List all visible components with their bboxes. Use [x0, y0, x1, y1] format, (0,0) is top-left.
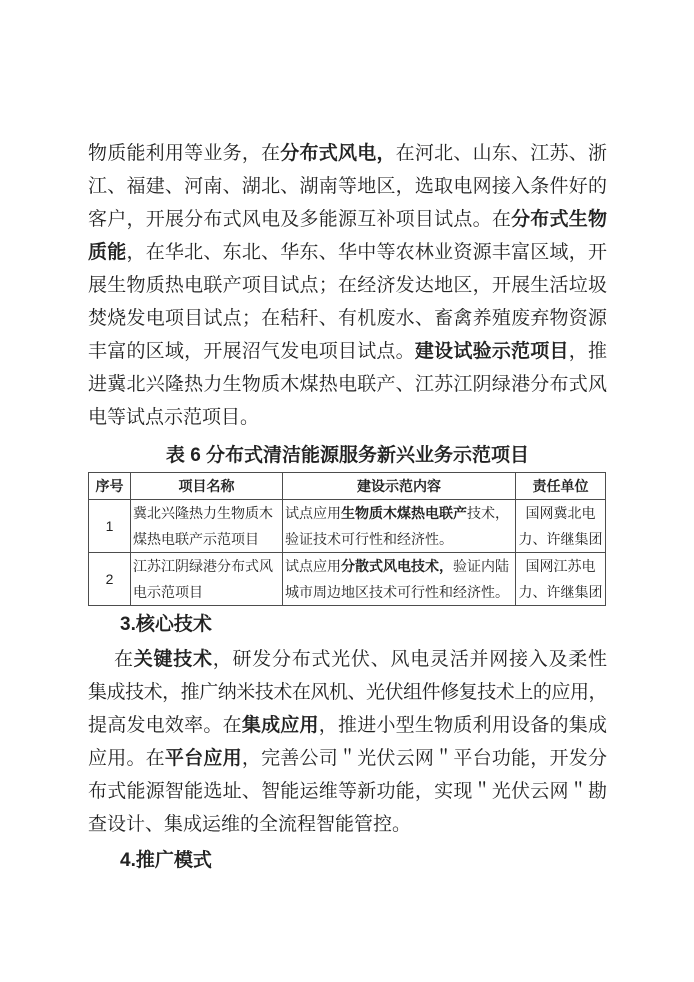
text-run: ，研发分布式光伏、风电灵活并网接入及柔性 — [212, 649, 607, 670]
text-line: 煤热电联产示范项目 — [133, 531, 259, 547]
text-run: 集成技术，推广纳米技术在风机、光伏组件修复技术上的应用， — [88, 682, 607, 703]
text-run: 物质能利用等业务，在 — [88, 143, 281, 164]
text-line: 江苏江阴绿港分布式风 — [133, 558, 273, 574]
text-line — [88, 742, 607, 775]
text-run: 试点应用 — [285, 505, 341, 521]
col-header-project-name: 项目名称 — [131, 473, 283, 500]
text-line — [88, 368, 607, 401]
text-line — [88, 203, 607, 236]
text-run: 江、福建、河南、湖北、湖南等地区，选取电网接入条件好的 — [88, 176, 607, 197]
text-run: 在河北、山东、江苏、浙 — [395, 143, 607, 164]
bold-text-run: 质能 — [88, 242, 127, 263]
text-line — [88, 269, 607, 302]
text-run: 验证技术可行性和经济性。 — [285, 531, 453, 547]
text-run: ，推进小型生物质利用设备的集成 — [318, 715, 607, 736]
text-line: 力、许继集团 — [518, 531, 603, 547]
col-header-unit: 责任单位 — [516, 473, 606, 500]
bold-text-run: 平台应用 — [164, 748, 242, 769]
text-line: 力、许继集团 — [518, 584, 603, 600]
text-run: ，在华北、东北、华东、华中等农林业资源丰富区域，开 — [126, 242, 607, 263]
cell-project-name — [131, 500, 283, 553]
text-run: 应用。在 — [88, 748, 165, 769]
text-line — [88, 643, 607, 676]
text-line: 国网江苏电 — [525, 558, 596, 574]
paragraph-distributed-energy — [88, 137, 607, 434]
bold-text-run: 生物质木煤热电联产 — [341, 505, 467, 521]
bold-text-run: 分布式生物 — [511, 209, 607, 230]
text-run: 查设计、集成运维的全流程智能管控。 — [88, 814, 412, 835]
text-line — [285, 553, 513, 579]
cell-row-number: 1 — [89, 500, 131, 553]
text-run: 试点应用 — [285, 558, 341, 574]
text-line: 冀北兴隆热力生物质木 — [133, 505, 273, 521]
text-run: ，完善公司＂光伏云网＂平台功能，开发分 — [241, 748, 607, 769]
text-line — [88, 709, 607, 742]
text-run: ，推 — [568, 341, 607, 362]
text-run: 焚烧发电项目试点；在秸秆、有机废水、畜禽养殖废弃物资源 — [88, 308, 607, 329]
bold-text-run: 集成应用 — [241, 715, 319, 736]
cell-content — [283, 500, 516, 553]
section-heading-promotion-mode: 4.推广模式 — [120, 850, 212, 871]
text-run: 电等试点示范项目。 — [88, 407, 260, 428]
table-row — [89, 553, 606, 606]
col-header-number: 序号 — [89, 473, 131, 500]
cell-unit — [516, 500, 606, 553]
section-heading-core-technology: 3.核心技术 — [120, 614, 212, 635]
bold-text-run: 关键技术 — [133, 649, 213, 670]
text-line — [88, 137, 607, 170]
text-line: 国网冀北电 — [525, 505, 596, 521]
text-run: 城市周边地区技术可行性和经济性。 — [285, 584, 509, 600]
text-run: 进冀北兴隆热力生物质木煤热电联产、江苏江阴绿港分布式风 — [88, 374, 607, 395]
table-row — [89, 500, 606, 553]
text-line — [285, 500, 513, 526]
cell-row-number: 2 — [89, 553, 131, 606]
text-line — [285, 526, 513, 552]
text-line — [88, 808, 607, 841]
text-run: 客户，开展分布式风电及多能源互补项目试点。在 — [88, 209, 512, 230]
bold-text-run: 建设试验示范项目 — [414, 341, 569, 362]
col-header-content: 建设示范内容 — [283, 473, 516, 500]
text-line — [88, 236, 607, 269]
text-run: 丰富的区域，开展沼气发电项目试点。 — [88, 341, 415, 362]
text-line — [88, 302, 607, 335]
text-run: 在 — [114, 649, 134, 670]
text-line — [88, 676, 607, 709]
text-line — [88, 170, 607, 203]
demo-projects-table — [88, 472, 606, 606]
text-run: 技术， — [467, 505, 509, 521]
text-run: 布式能源智能选址、智能运维等新功能，实现＂光伏云网＂勘 — [88, 781, 607, 802]
bold-text-run: 分散式风电技术， — [341, 558, 453, 574]
bold-text-run: 分布式风电， — [280, 143, 396, 164]
text-run: 验证内陆 — [453, 558, 509, 574]
text-line — [88, 401, 607, 434]
text-run: 提高发电效率。在 — [88, 715, 242, 736]
cell-project-name — [131, 553, 283, 606]
text-run: 展生物质热电联产项目试点；在经济发达地区，开展生活垃圾 — [88, 275, 607, 296]
table-caption: 表 6 分布式清洁能源服务新兴业务示范项目 — [165, 445, 530, 466]
text-line — [285, 579, 513, 605]
cell-unit — [516, 553, 606, 606]
table-header-row — [89, 473, 606, 500]
text-line: 电示范项目 — [133, 584, 203, 600]
paragraph-core-technology — [88, 643, 607, 841]
cell-content — [283, 553, 516, 606]
text-line — [88, 335, 607, 368]
text-line — [88, 775, 607, 808]
